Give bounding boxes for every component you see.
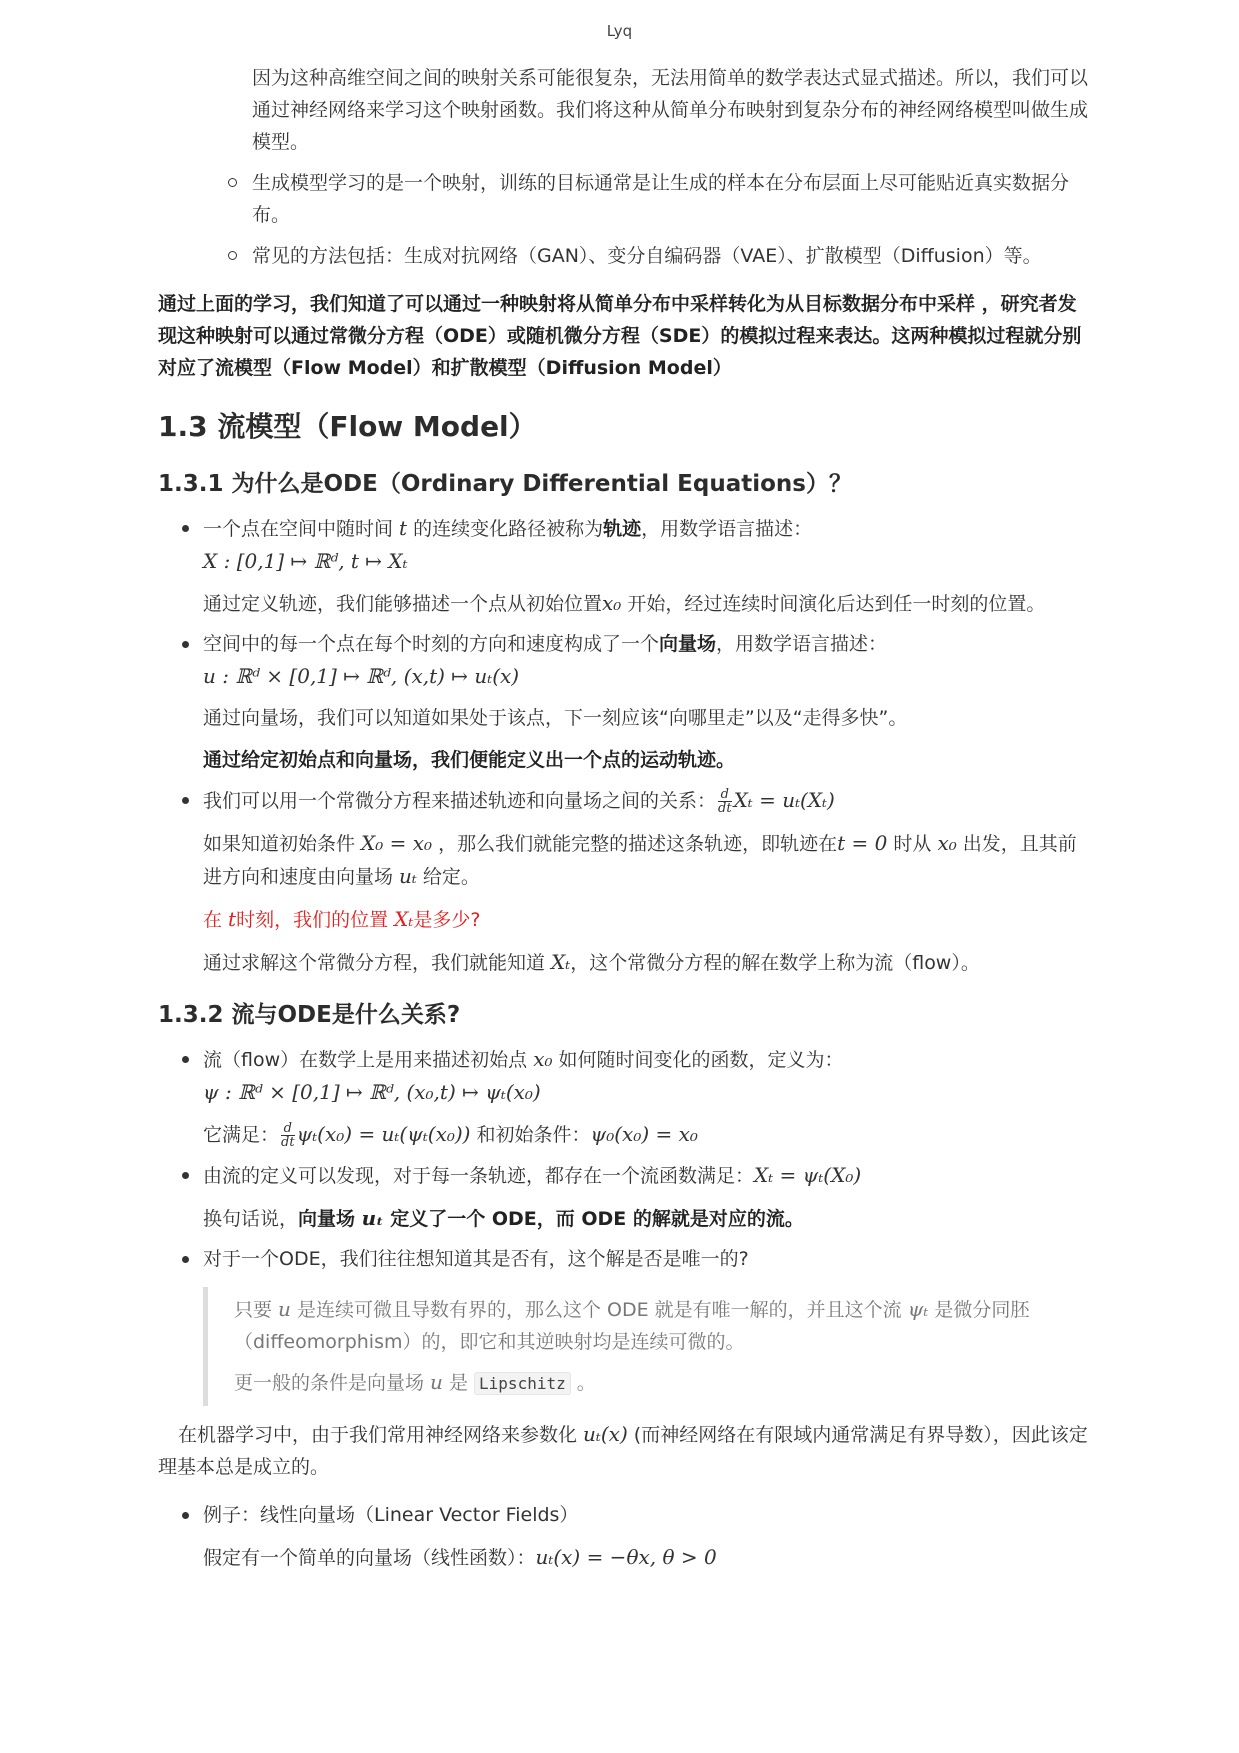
list-item-uniqueness: 对于一个ODE，我们往往想知道其是否有，这个解是否是唯一的? 只要 u 是连续可微且导数有界的，那么这个 ODE 就是有唯一解的，并且这个流 ψₜ 是微分同胚（diffeomorphism）的，即它和其逆映射均是连续可微的。 更一般的条件是向量场 u 是 Lipschitz 。 <box>203 1243 1088 1406</box>
quote-paragraph: 更一般的条件是向量场 u 是 Lipschitz 。 <box>234 1370 596 1394</box>
trajectory-explanation: 通过定义轨迹，我们能够描述一个点从初始位置x₀ 开始，经过连续时间演化后达到任一时刻的位置。 <box>203 591 1046 615</box>
list-item-flow-definition: 流（flow）在数学上是用来描述初始点 x₀ 如何随时间变化的函数，定义为： ψ : ℝᵈ × [0,1] ↦ ℝᵈ, (x₀,t) ↦ ψₜ(x₀) 它满足： $\frac{d}{dt}$ ψₜ(x₀) = uₜ(ψₜ(x₀)) 和初始条件：ψ₀(x₀) = x₀ <box>203 1043 1088 1151</box>
ml-paragraph: 在机器学习中，由于我们常用神经网络来参数化 uₜ(x) (而神经网络在有限域内通常满足有界导数），因此该定理基本总是成立的。 <box>158 1422 1088 1478</box>
flow-definition-sentence: 通过求解这个常微分方程，我们就能知道 Xₜ，这个常微分方程的解在数学上称为流（flow）。 <box>203 950 980 974</box>
uniqueness-quote <box>203 1287 1088 1406</box>
ode-list <box>158 512 1088 979</box>
formula-flow: ψ : ℝᵈ × [0,1] ↦ ℝᵈ, (x₀,t) ↦ ψₜ(x₀) <box>203 1080 541 1104</box>
term-vector-field: 向量场 <box>659 633 717 655</box>
question-red: 在 t时刻，我们的位置 Xₜ是多少? <box>203 907 481 931</box>
list-item-trajectory: 一个点在空间中随时间 t 的连续变化路径被称为轨迹，用数学语言描述： X : [0,1] ↦ ℝᵈ, t ↦ Xₜ 通过定义轨迹，我们能够描述一个点从初始位置x₀ 开始，经过连续时间演化后达到任一时刻的位置。 <box>203 512 1088 620</box>
page-header-author: Lyq <box>606 22 633 40</box>
formula-ode: Xₜ = uₜ(Xₜ) <box>733 788 835 812</box>
ode-flow-summary: 换句话说，向量场 uₜ 定义了一个 ODE，而 ODE 的解就是对应的流。 <box>203 1206 804 1230</box>
flow-conditions: 它满足： $\frac{d}{dt}$ ψₜ(x₀) = uₜ(ψₜ(x₀)) 和初始条件：ψ₀(x₀) = x₀ <box>203 1121 698 1150</box>
generative-model-list <box>252 62 1088 272</box>
inline-code-lipschitz: Lipschitz <box>474 1372 571 1395</box>
section-heading-1-3-1: 1.3.1 为什么是ODE（Ordinary Differential Equations）？ <box>158 471 852 497</box>
example-formula-line: 假定有一个简单的向量场（线性函数）：uₜ(x) = −θx, θ > 0 <box>203 1545 717 1569</box>
list-item: 常见的方法包括：生成对抗网络（GAN）、变分自编码器（VAE）、扩散模型（Diffusion）等。 <box>252 240 1088 272</box>
document-body <box>158 62 1088 1582</box>
initial-condition-explanation: 如果知道初始条件 X₀ = x₀ ，那么我们就能完整的描述这条轨迹，即轨迹在t = 0 时从 x₀ 出发，且其前进方向和速度由向量场 uₜ 给定。 <box>203 831 1077 888</box>
list-item-flow-function: 由流的定义可以发现，对于每一条轨迹，都存在一个流函数满足：Xₜ = ψₜ(X₀) 换句话说，向量场 uₜ 定义了一个 ODE，而 ODE 的解就是对应的流。 <box>203 1159 1088 1235</box>
list-item-ode-relation: 我们可以用一个常微分方程来描述轨迹和向量场之间的关系： $\frac{d}{dt}$ Xₜ = uₜ(Xₜ) 如果知道初始条件 X₀ = x₀ ，那么我们就能完整的描述这条轨迹，即轨迹在t = 0 时从 x₀ 出发，且其前进方向和速度由向量场 uₜ 给定。 在 t时刻，我们的位置 Xₜ是多少? 通过求解这个常微分方程，我们就能知道 Xₜ，这个常微分方程的解在数学上称为流（flow）。 <box>203 784 1088 979</box>
list-item-vector-field: 空间中的每一个点在每个时刻的方向和速度构成了一个向量场，用数学语言描述： u : ℝᵈ × [0,1] ↦ ℝᵈ, (x,t) ↦ uₜ(x) 通过向量场，我们可以知道如果处于该点，下一刻应该“向哪里走”以及“走得多快”。 通过给定初始点和向量场，我们便能定义出一个点的运动轨迹。 <box>203 628 1088 776</box>
vector-field-conclusion: 通过给定初始点和向量场，我们便能定义出一个点的运动轨迹。 <box>203 749 736 771</box>
list-item: 生成模型学习的是一个映射，训练的目标通常是让生成的样本在分布层面上尽可能贴近真实数据分布。 <box>252 167 1088 231</box>
formula-vector-field: u : ℝᵈ × [0,1] ↦ ℝᵈ, (x,t) ↦ uₜ(x) <box>203 664 520 688</box>
formula-trajectory: X : [0,1] ↦ ℝᵈ, t ↦ Xₜ <box>203 549 408 573</box>
vector-field-explanation: 通过向量场，我们可以知道如果处于该点，下一刻应该“向哪里走”以及“走得多快”。 <box>203 707 908 729</box>
list-item-example: 例子：线性向量场（Linear Vector Fields） 假定有一个简单的向量场（线性函数）：uₜ(x) = −θx, θ > 0 <box>203 1499 1088 1574</box>
section-heading-1-3: 1.3 流模型（Flow Model） <box>158 410 537 443</box>
section-heading-1-3-2: 1.3.2 流与ODE是什么关系? <box>158 1002 461 1028</box>
derivative-fraction: $\frac{d}{dt}$ <box>718 787 732 816</box>
derivative-fraction: $\frac{d}{dt}$ <box>281 1121 295 1150</box>
example-list <box>158 1499 1088 1574</box>
term-trajectory: 轨迹 <box>603 518 642 540</box>
generative-model-continuation: 因为这种高维空间之间的映射关系可能很复杂，无法用简单的数学表达式显式描述。所以，我们可以通过神经网络来学习这个映射函数。我们将这种从简单分布映射到复杂分布的神经网络模型叫做生成模型。 <box>252 67 1089 153</box>
quote-paragraph: 只要 u 是连续可微且导数有界的，那么这个 ODE 就是有唯一解的，并且这个流 ψₜ 是微分同胚（diffeomorphism）的，即它和其逆映射均是连续可微的。 <box>234 1297 1030 1353</box>
summary-paragraph: 通过上面的学习，我们知道了可以通过一种映射将从简单分布中采样转化为从目标数据分布中采样 ，研究者发现这种映射可以通过常微分方程（ODE）或随机微分方程（SDE）的模拟过程来表达。这两种模拟过程就分别对应了流模型（Flow Model）和扩散模型（Diffusion Model） <box>158 293 1082 379</box>
flow-list <box>158 1043 1088 1406</box>
math-var: t <box>399 516 408 540</box>
